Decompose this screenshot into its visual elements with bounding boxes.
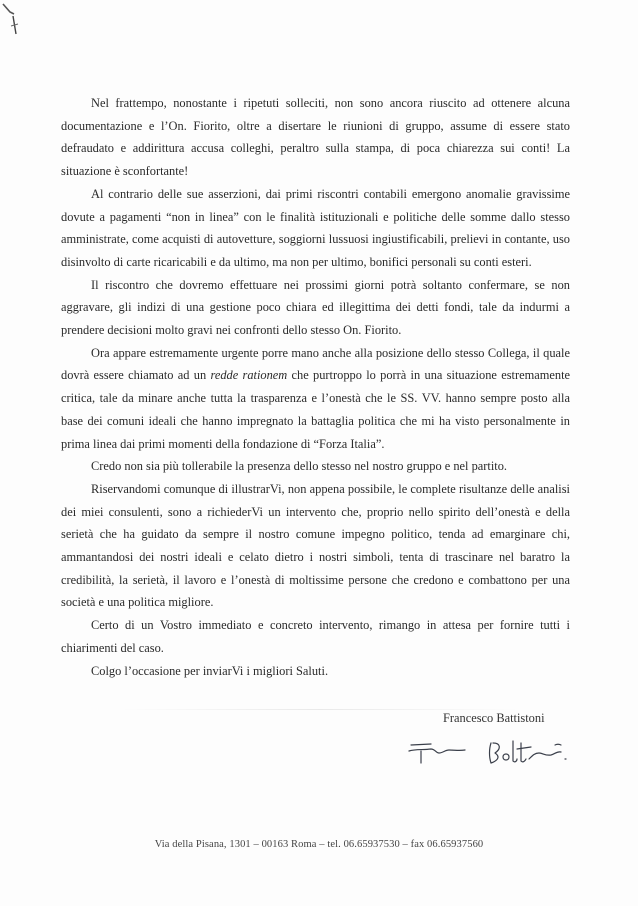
- paragraph-4: [61, 342, 570, 456]
- paragraph-6: Riservandomi comunque di illustrarVi, non appena possibile, le complete risultanze delle analisi dei miei consulenti, sono a richiederVi un intervento che, proprio nello spirito dell’onestà e della serietà che ha guidato da sempre il nostro comune impegno politico, tenda ad emarginare chi, ammantandosi dei nostri ideali e celato dietro i nostri simboli, tenta di trascinare nel baratro la credibilità, la serietà, il lavoro e l’onestà di moltissime persone che credono e combattono per una società e una politica migliore.: [61, 481, 570, 610]
- paragraph-4-before: Ora appare estremamente urgente porre mano anche alla posizione dello stesso Collega, il quale dovrà essere chiamato ad un: [61, 345, 570, 383]
- letter-body: [61, 92, 570, 682]
- paragraph-2: Al contrario delle sue asserzioni, dai primi riscontri contabili emergono anomalie gravissime dovute a pagamenti “non in linea” con le finalità istituzionali e politiche delle somme dallo stesso amministrate, come acquisti di autovetture, soggiorni lussuosi ingiustificabili, prelievi in contante, uso disinvolto di carte ricaricabili e da ultimo, ma non per ultimo, bonifici personali su conti esteri.: [61, 186, 570, 269]
- handwritten-signature: [405, 731, 575, 771]
- paragraph-7: Certo di un Vostro immediato e concreto intervento, rimango in attesa per fornire tutti i chiarimenti del caso.: [61, 618, 570, 655]
- latin-phrase: redde rationem: [210, 368, 288, 383]
- paragraph-5: Credo non sia più tollerabile la presenza dello stesso nel nostro gruppo e nel partito.: [91, 459, 508, 474]
- paragraph-1: Nel frattempo, nonostante i ripetuti solleciti, non sono ancora riuscito ad ottenere alcuna documentazione e l’On. Fiorito, oltre a disertare le riunioni di gruppo, assume di essere stato defraudato e addirittura accusa colleghi, peraltro sulla stampa, di poca chiarezza sui conti! La situazione è sconfortante!: [61, 96, 570, 179]
- paragraph-4-after: che purtroppo lo porrà in una situazione estremamente critica, tale da minare anche tutta la trasparenza e l’onestà che le SS. VV. hanno sempre posto alla base dei comuni ideali che hanno impregnato la battaglia politica che mi ha visto personalmente in prima linea dai primi momenti della fondazione di “Forza Italia”.: [61, 368, 571, 451]
- fold-line: [120, 709, 520, 710]
- paragraph-3: Il riscontro che dovremo effettuare nei prossimi giorni potrà soltanto confermare, se non aggravare, gli indizi di una gestione poco chiara ed illegittima dei detti fondi, tale da indurmi a prendere decisioni molto gravi nei confronti dello stesso On. Fiorito.: [61, 277, 570, 338]
- paragraph-8: Colgo l’occasione per inviarVi i migliori Saluti.: [91, 663, 329, 678]
- signer-name: Francesco Battistoni: [443, 711, 545, 725]
- staple-mark-icon: [0, 0, 30, 40]
- letterhead-footer-address: Via della Pisana, 1301 – 00163 Roma – tel. 06.65937530 – fax 06.65937560: [154, 839, 484, 850]
